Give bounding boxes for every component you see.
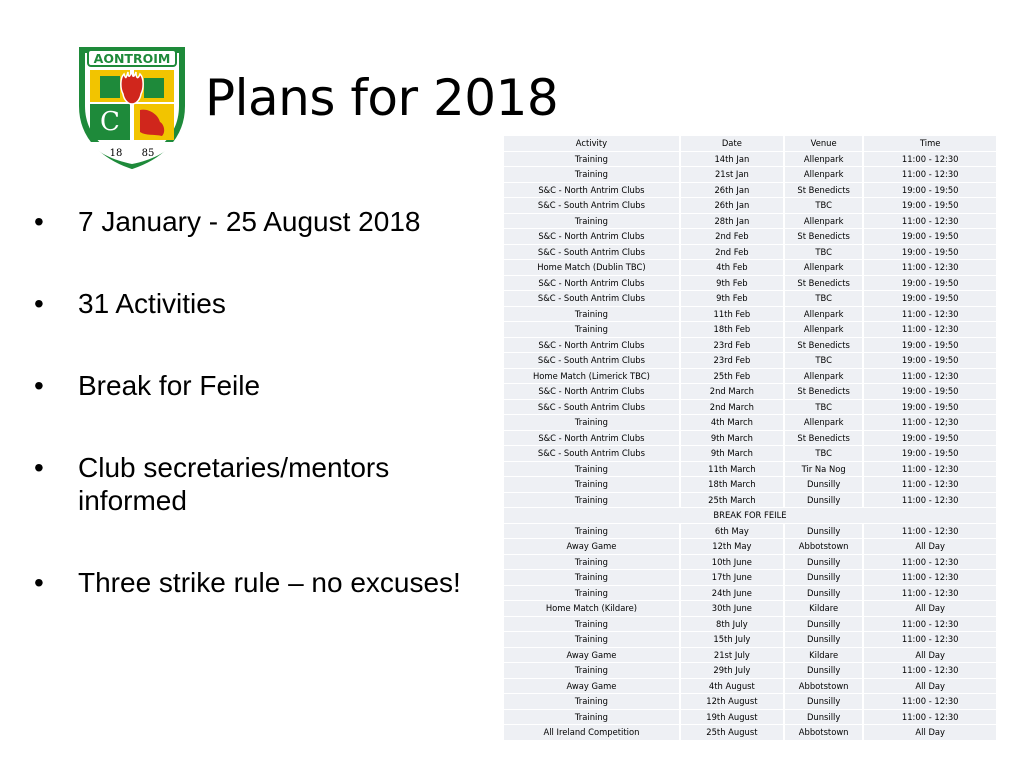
table-row: [504, 539, 996, 554]
header-activity: Activity: [504, 136, 681, 151]
cell-time: 19:00 - 19:50: [864, 198, 996, 213]
cell-venue: St Benedicts: [785, 276, 865, 291]
cell-time: 19:00 - 19:50: [864, 245, 996, 260]
cell-activity: Home Match (Limerick TBC): [504, 369, 681, 384]
table-row: [504, 276, 996, 291]
cell-time: 19:00 - 19:50: [864, 431, 996, 446]
cell-date: 6th May: [681, 524, 785, 539]
table-row: [504, 493, 996, 508]
cell-venue: Allenpark: [785, 415, 865, 430]
cell-date: 15th July: [681, 632, 785, 647]
cell-date: 9th Feb: [681, 291, 785, 306]
table-row: [504, 710, 996, 725]
table-row: [504, 338, 996, 353]
cell-activity: Home Match (Dublin TBC): [504, 260, 681, 275]
cell-date: 25th Feb: [681, 369, 785, 384]
cell-time: 11:00 - 12:30: [864, 152, 996, 167]
table-header-row: [504, 136, 996, 151]
cell-time: 11:00 - 12:30: [864, 462, 996, 477]
cell-venue: St Benedicts: [785, 183, 865, 198]
cell-activity: S&C - South Antrim Clubs: [504, 446, 681, 461]
table-row: [504, 477, 996, 492]
cell-date: 4th Feb: [681, 260, 785, 275]
table-row: [504, 167, 996, 182]
cell-time: 11:00 - 12:30: [864, 632, 996, 647]
cell-time: 19:00 - 19:50: [864, 291, 996, 306]
cell-date: 18th March: [681, 477, 785, 492]
cell-time: 11:00 - 12:30: [864, 710, 996, 725]
cell-venue: St Benedicts: [785, 431, 865, 446]
cell-time: 11:00 - 12:30: [864, 555, 996, 570]
cell-activity: Training: [504, 462, 681, 477]
cell-venue: Dunsilly: [785, 493, 865, 508]
cell-activity: Training: [504, 570, 681, 585]
schedule-table: [504, 135, 996, 741]
cell-date: 26th Jan: [681, 183, 785, 198]
table-row: [504, 462, 996, 477]
bullet-item: • 7 January - 25 August 2018: [32, 205, 472, 238]
cell-time: 11:00 - 12;30: [864, 415, 996, 430]
cell-venue: Kildare: [785, 601, 865, 616]
cell-time: All Day: [864, 601, 996, 616]
cell-time: 11:00 - 12:30: [864, 167, 996, 182]
table-row: [504, 679, 996, 694]
table-row: [504, 245, 996, 260]
cell-time: 11:00 - 12:30: [864, 260, 996, 275]
cell-date: 10th June: [681, 555, 785, 570]
break-label: BREAK FOR FEILE: [504, 508, 996, 523]
slide-title: Plans for 2018: [205, 69, 559, 127]
table-row: [504, 152, 996, 167]
table-row: [504, 353, 996, 368]
cell-time: 11:00 - 12:30: [864, 369, 996, 384]
cell-date: 24th June: [681, 586, 785, 601]
svg-text:AONTROIM: AONTROIM: [93, 51, 171, 66]
table-row: [504, 555, 996, 570]
cell-time: All Day: [864, 679, 996, 694]
table-row: [504, 415, 996, 430]
cell-date: 2nd March: [681, 400, 785, 415]
table-row: [504, 601, 996, 616]
cell-time: 19:00 - 19:50: [864, 183, 996, 198]
cell-venue: Abbotstown: [785, 539, 865, 554]
cell-date: 11th March: [681, 462, 785, 477]
cell-venue: Dunsilly: [785, 477, 865, 492]
cell-activity: S&C - South Antrim Clubs: [504, 198, 681, 213]
cell-venue: TBC: [785, 198, 865, 213]
cell-activity: Training: [504, 214, 681, 229]
cell-venue: Dunsilly: [785, 710, 865, 725]
cell-venue: Allenpark: [785, 260, 865, 275]
cell-time: 19:00 - 19:50: [864, 276, 996, 291]
table-row: [504, 570, 996, 585]
table-row: [504, 617, 996, 632]
cell-venue: Allenpark: [785, 322, 865, 337]
cell-time: 19:00 - 19:50: [864, 400, 996, 415]
cell-venue: St Benedicts: [785, 229, 865, 244]
cell-time: All Day: [864, 539, 996, 554]
cell-venue: Dunsilly: [785, 570, 865, 585]
cell-activity: Training: [504, 632, 681, 647]
table-row: [504, 446, 996, 461]
cell-date: 28th Jan: [681, 214, 785, 229]
cell-venue: Allenpark: [785, 167, 865, 182]
table-row: [504, 400, 996, 415]
cell-venue: Dunsilly: [785, 617, 865, 632]
cell-activity: Training: [504, 493, 681, 508]
cell-activity: S&C - South Antrim Clubs: [504, 291, 681, 306]
cell-date: 26th Jan: [681, 198, 785, 213]
cell-time: 19:00 - 19:50: [864, 446, 996, 461]
cell-date: 25th August: [681, 725, 785, 740]
cell-venue: Dunsilly: [785, 663, 865, 678]
cell-activity: Training: [504, 586, 681, 601]
cell-date: 23rd Feb: [681, 353, 785, 368]
cell-date: 12th August: [681, 694, 785, 709]
cell-date: 2nd Feb: [681, 229, 785, 244]
cell-activity: Training: [504, 322, 681, 337]
cell-time: 19:00 - 19:50: [864, 353, 996, 368]
cell-date: 9th March: [681, 446, 785, 461]
cell-activity: S&C - South Antrim Clubs: [504, 353, 681, 368]
svg-text:85: 85: [141, 148, 155, 159]
cell-activity: All Ireland Competition: [504, 725, 681, 740]
header-venue: Venue: [785, 136, 865, 151]
cell-time: All Day: [864, 648, 996, 663]
antrim-crest-logo: [76, 44, 188, 170]
cell-time: 11:00 - 12:30: [864, 307, 996, 322]
cell-venue: Dunsilly: [785, 694, 865, 709]
cell-activity: Training: [504, 617, 681, 632]
cell-venue: TBC: [785, 446, 865, 461]
bullet-list: [32, 205, 472, 648]
table-row: [504, 648, 996, 663]
table-row: [504, 307, 996, 322]
bullet-item: • 31 Activities: [32, 287, 472, 320]
schedule-body: [504, 152, 996, 740]
cell-activity: Home Match (Kildare): [504, 601, 681, 616]
cell-date: 21st July: [681, 648, 785, 663]
cell-date: 9th Feb: [681, 276, 785, 291]
table-row: [504, 198, 996, 213]
cell-date: 19th August: [681, 710, 785, 725]
cell-time: 11:00 - 12:30: [864, 322, 996, 337]
cell-activity: Training: [504, 152, 681, 167]
cell-venue: TBC: [785, 245, 865, 260]
table-row: [504, 632, 996, 647]
bullet-item: • Break for Feile: [32, 369, 472, 402]
cell-venue: Allenpark: [785, 307, 865, 322]
table-row: [504, 431, 996, 446]
cell-activity: S&C - North Antrim Clubs: [504, 384, 681, 399]
cell-venue: Allenpark: [785, 152, 865, 167]
cell-date: 23rd Feb: [681, 338, 785, 353]
table-row: [504, 229, 996, 244]
cell-date: 2nd Feb: [681, 245, 785, 260]
cell-activity: S&C - South Antrim Clubs: [504, 400, 681, 415]
cell-time: 11:00 - 12:30: [864, 586, 996, 601]
cell-date: 14th Jan: [681, 152, 785, 167]
bullet-item: • Three strike rule – no excuses!: [32, 566, 472, 599]
cell-venue: Allenpark: [785, 214, 865, 229]
cell-date: 21st Jan: [681, 167, 785, 182]
cell-time: 19:00 - 19:50: [864, 338, 996, 353]
cell-date: 11th Feb: [681, 307, 785, 322]
bullet-item: • Club secretaries/mentors informed: [32, 451, 472, 517]
table-row: [504, 291, 996, 306]
cell-activity: Away Game: [504, 539, 681, 554]
cell-time: 11:00 - 12:30: [864, 617, 996, 632]
cell-time: All Day: [864, 725, 996, 740]
cell-venue: TBC: [785, 291, 865, 306]
cell-date: 18th Feb: [681, 322, 785, 337]
cell-date: 30th June: [681, 601, 785, 616]
cell-time: 11:00 - 12:30: [864, 570, 996, 585]
table-row: [504, 694, 996, 709]
cell-activity: S&C - North Antrim Clubs: [504, 431, 681, 446]
cell-date: 25th March: [681, 493, 785, 508]
cell-activity: Away Game: [504, 648, 681, 663]
cell-venue: St Benedicts: [785, 338, 865, 353]
cell-venue: Abbotstown: [785, 679, 865, 694]
cell-date: 12th May: [681, 539, 785, 554]
cell-venue: Kildare: [785, 648, 865, 663]
cell-activity: S&C - North Antrim Clubs: [504, 183, 681, 198]
cell-venue: Dunsilly: [785, 555, 865, 570]
cell-date: 17th June: [681, 570, 785, 585]
cell-time: 19:00 - 19:50: [864, 229, 996, 244]
cell-venue: Dunsilly: [785, 586, 865, 601]
svg-text:18: 18: [109, 148, 123, 159]
cell-venue: Allenpark: [785, 369, 865, 384]
table-row: [504, 586, 996, 601]
table-row: [504, 508, 996, 523]
cell-date: 29th July: [681, 663, 785, 678]
cell-time: 11:00 - 12:30: [864, 524, 996, 539]
cell-venue: St Benedicts: [785, 384, 865, 399]
table-row: [504, 183, 996, 198]
cell-activity: Training: [504, 694, 681, 709]
table-row: [504, 260, 996, 275]
cell-activity: S&C - South Antrim Clubs: [504, 245, 681, 260]
table-row: [504, 384, 996, 399]
svg-text:C: C: [100, 107, 120, 137]
cell-activity: Training: [504, 307, 681, 322]
table-row: [504, 322, 996, 337]
table-row: [504, 663, 996, 678]
table-row: [504, 214, 996, 229]
cell-time: 11:00 - 12:30: [864, 477, 996, 492]
cell-venue: Dunsilly: [785, 632, 865, 647]
table-row: [504, 369, 996, 384]
cell-activity: S&C - North Antrim Clubs: [504, 276, 681, 291]
cell-time: 11:00 - 12:30: [864, 694, 996, 709]
cell-date: 2nd March: [681, 384, 785, 399]
cell-activity: Training: [504, 663, 681, 678]
cell-activity: S&C - North Antrim Clubs: [504, 338, 681, 353]
cell-date: 8th July: [681, 617, 785, 632]
cell-date: 9th March: [681, 431, 785, 446]
cell-activity: Training: [504, 524, 681, 539]
cell-time: 11:00 - 12:30: [864, 663, 996, 678]
cell-activity: Training: [504, 477, 681, 492]
table-row: [504, 725, 996, 740]
header-time: Time: [864, 136, 996, 151]
cell-activity: Training: [504, 167, 681, 182]
cell-venue: TBC: [785, 400, 865, 415]
cell-venue: Abbotstown: [785, 725, 865, 740]
cell-date: 4th March: [681, 415, 785, 430]
cell-time: 11:00 - 12:30: [864, 214, 996, 229]
cell-venue: Tir Na Nog: [785, 462, 865, 477]
cell-activity: Training: [504, 710, 681, 725]
cell-activity: Training: [504, 415, 681, 430]
table-row: [504, 524, 996, 539]
cell-time: 11:00 - 12:30: [864, 493, 996, 508]
cell-activity: S&C - North Antrim Clubs: [504, 229, 681, 244]
cell-activity: Training: [504, 555, 681, 570]
header-date: Date: [681, 136, 785, 151]
cell-venue: TBC: [785, 353, 865, 368]
cell-date: 4th August: [681, 679, 785, 694]
cell-venue: Dunsilly: [785, 524, 865, 539]
cell-activity: Away Game: [504, 679, 681, 694]
cell-time: 19:00 - 19:50: [864, 384, 996, 399]
